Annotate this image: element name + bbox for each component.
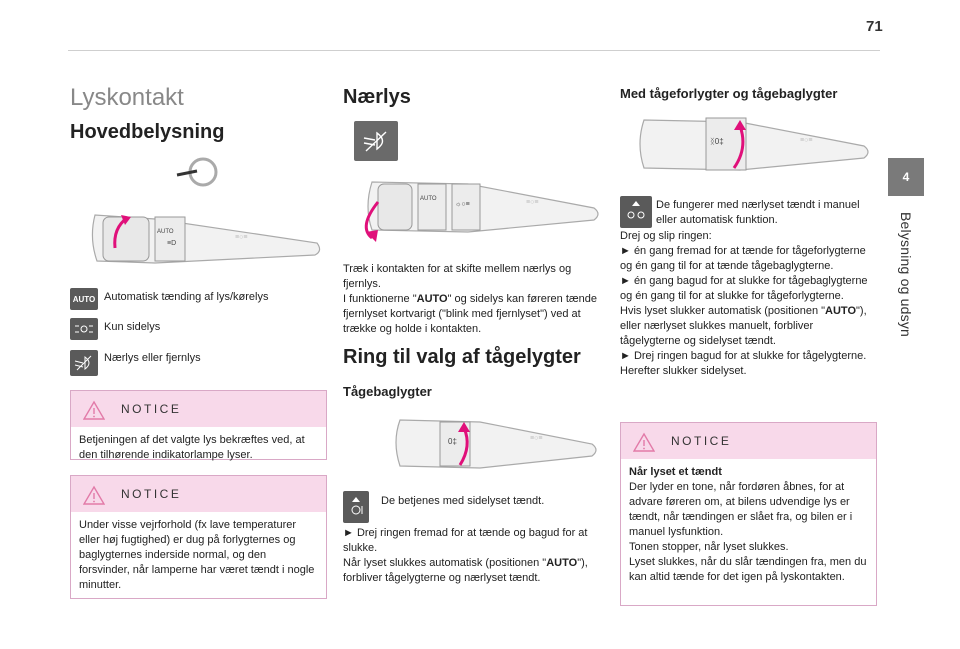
chapter-tab: 4 [888, 158, 924, 196]
svg-text:AUTO: AUTO [157, 229, 174, 235]
svg-text:0‡: 0‡ [448, 437, 457, 446]
notice-title: NOTICE [121, 402, 182, 416]
stalk-pull-illustration [358, 172, 603, 244]
svg-text:≡○≡: ≡○≡ [526, 199, 539, 206]
auto-icon: AUTO [70, 288, 98, 310]
notice-text: Når lyset et tændt Der lyder en tone, når fordøren åbnes, for at advare føreren om, at bilens udvendige lys er tændt, når tændingen er slået fra, og bilen er i manuel lysfunktion. Tonen stopper, når lyset slukkes. Lyset slukkes, når du slår tændingen fra, men du kan altid tænde for det igen på lyskontakten. [629, 466, 867, 583]
light-stalk-illustration [85, 203, 325, 273]
notice-box-1 [70, 390, 327, 460]
section-title: Lyskontakt [70, 84, 184, 111]
rear-fog-note: De betjenes med sidelyset tændt. [381, 495, 545, 507]
headlights-icon [70, 350, 98, 376]
item-headlights-text: Nærlys eller fjernlys [104, 352, 201, 364]
svg-text:≡○≡: ≡○≡ [800, 137, 813, 144]
steering-wheel-icon [175, 155, 221, 191]
sidelights-icon [70, 318, 98, 340]
naerlys-paragraph: Træk i kontakten for at skifte mellem nærlys og fjernlys. I funktionerne "AUTO" og sidelys kan føreren tænde fjernlyset kortvarigt ("blink med fjernlyset") ved at trække og holde i kontakten. [343, 263, 598, 335]
notice-title: NOTICE [121, 487, 182, 501]
headlight-switch-icon [354, 121, 398, 161]
header-rule [68, 50, 880, 51]
front-rear-fog-paragraph: Drej og slip ringen: ► én gang fremad for at tænde for tågeforlygterne og én gang til for at tænde tågebaglygterne. ► én gang bagud for at slukke for tågebaglygterne og én gang til for at slukke for tågeforlygterne. Hvis lyset slukker automatisk (positionen "AUTO"), eller nærlyset slukkes manuelt, forbliver tågelygterne og sidelyset tændt. ► Drej ringen bagud for at slukke for tågelygterne. Herefter slukker sidelyset. [620, 230, 868, 377]
fog-front-rear-stalk-illustration [630, 110, 870, 182]
title-med-taageforlygter: Med tågeforlygter og tågebaglygter [620, 86, 838, 101]
notice-title: NOTICE [671, 434, 732, 448]
svg-text:☼○≡: ☼○≡ [455, 201, 470, 208]
rear-fog-icon [343, 491, 369, 523]
warning-icon [633, 432, 655, 452]
page-number: 71 [866, 18, 883, 35]
item-sidelights-text: Kun sidelys [104, 321, 161, 333]
chapter-tab-label: Belysning og udsyn [898, 212, 914, 338]
svg-text:AUTO: AUTO [420, 196, 437, 202]
svg-text:ᛝ0‡: ᛝ0‡ [710, 137, 724, 146]
notice-text: Under visse vejrforhold (fx lave temperaturer eller høj fugtighed) er dug på forlygternes og baglygternes inderside normal, og den forsvinder, når lamperne har været tændt i nogle minutter. [79, 519, 315, 591]
front-rear-fog-icon [620, 196, 652, 228]
notice-text: Betjeningen af det valgte lys bekræftes ved, at den tilhørende indikatorlampe lyser. [79, 434, 305, 461]
warning-icon [83, 485, 105, 505]
fog-rear-stalk-illustration [360, 410, 600, 476]
subtitle-taagebaglygter: Tågebaglygter [343, 384, 432, 399]
notice-box-2 [70, 475, 327, 599]
svg-text:≡D: ≡D [167, 240, 177, 247]
svg-text:≡○≡: ≡○≡ [530, 435, 543, 442]
item-auto-text: Automatisk tænding af lys/kørelys [104, 291, 269, 303]
subtitle-hovedbelysning: Hovedbelysning [70, 121, 225, 143]
notice-box-3 [620, 422, 877, 606]
svg-text:≡○≡: ≡○≡ [235, 234, 248, 241]
front-rear-fog-note: De fungerer med nærlyset tændt i manuel eller automatisk funktion. [656, 199, 860, 226]
title-taagelygter: Ring til valg af tågelygter [343, 346, 581, 368]
title-naerlys: Nærlys [343, 86, 411, 108]
rear-fog-paragraph: ► Drej ringen fremad for at tænde og bagud for at slukke. Når lyset slukkes automatisk (positionen "AUTO"), forbliver tågelygterne og nærlyset tændt. [343, 527, 588, 584]
warning-icon [83, 400, 105, 420]
